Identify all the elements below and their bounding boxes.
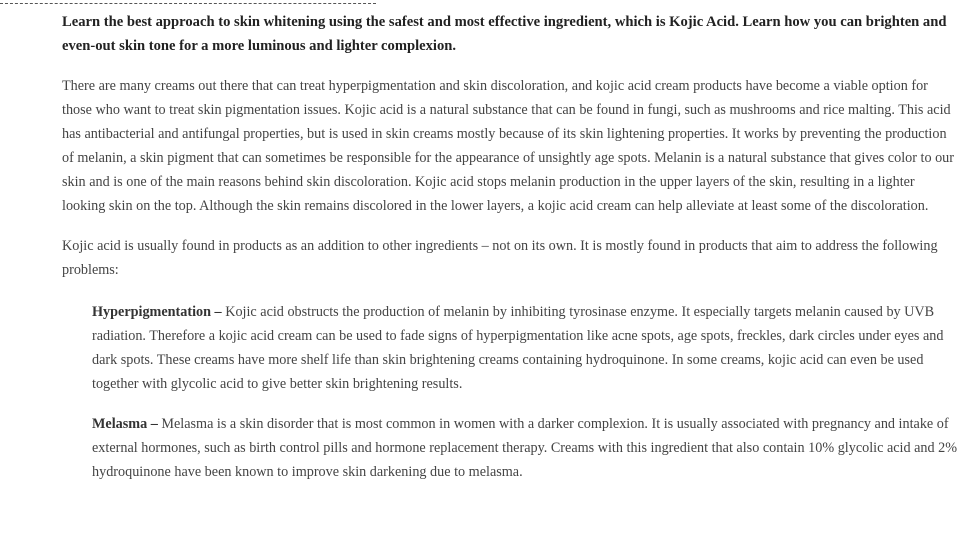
intro-paragraph: Learn the best approach to skin whitening using the safest and most effective ingredient, which is Kojic Acid. Learn how you can brighten and even-out skin tone for a more luminous and lighter complexion. [62,14,947,54]
description-melasma: Melasma is a skin disorder that is most common in women with a darker complexion. It is usually associated with pregnancy and intake of external hormones, such as birth control pills and hormone replacement therapy. Creams with this ingredient that also contain 10% glycolic acid and 2% hydroquinone have been known to improve skin darkening due to melasma. [92,416,958,480]
term-hyperpigmentation: Hyperpigmentation – [92,304,222,320]
dashed-divider [0,3,376,4]
article-body [62,10,960,484]
description-hyperpigmentation: Kojic acid obstructs the production of melanin by inhibiting tyrosinase enzyme. It especially targets melanin caused by UVB radiation. Therefore a kojic acid cream can be used to fade signs of hyperpigmentation like acne spots, age spots, freckles, dark circles under eyes and dark spots. These creams have more shelf life than skin brightening creams containing hydroquinone. In some creams, kojic acid can even be used together with glycolic acid to give better skin brightening results. [92,304,944,392]
list-item-hyperpigmentation [92,300,960,396]
term-melasma: Melasma – [92,416,158,432]
paragraph-usage: Kojic acid is usually found in products as an addition to other ingredients – not on its own. It is mostly found in products that aim to address the following problems: [62,238,938,278]
list-item-melasma [92,412,960,484]
paragraph-overview: There are many creams out there that can treat hyperpigmentation and skin discoloration, and kojic acid cream products have become a viable option for those who want to treat skin pigmentation issues. Kojic acid is a natural substance that can be found in fungi, such as mushrooms and rice malting. This acid has antibacterial and antifungal properties, but is used in skin creams mostly because of its skin lightening properties. It works by preventing the production of melanin, a skin pigment that can sometimes be responsible for the appearance of unsightly age spots. Melanin is a natural substance that gives color to our skin and is one of the main reasons behind skin discoloration. Kojic acid stops melanin production in the upper layers of the skin, resulting in a lighter looking skin on the top. Although the skin remains discolored in the lower layers, a kojic acid cream can help alleviate at least some of the discoloration. [62,78,954,214]
